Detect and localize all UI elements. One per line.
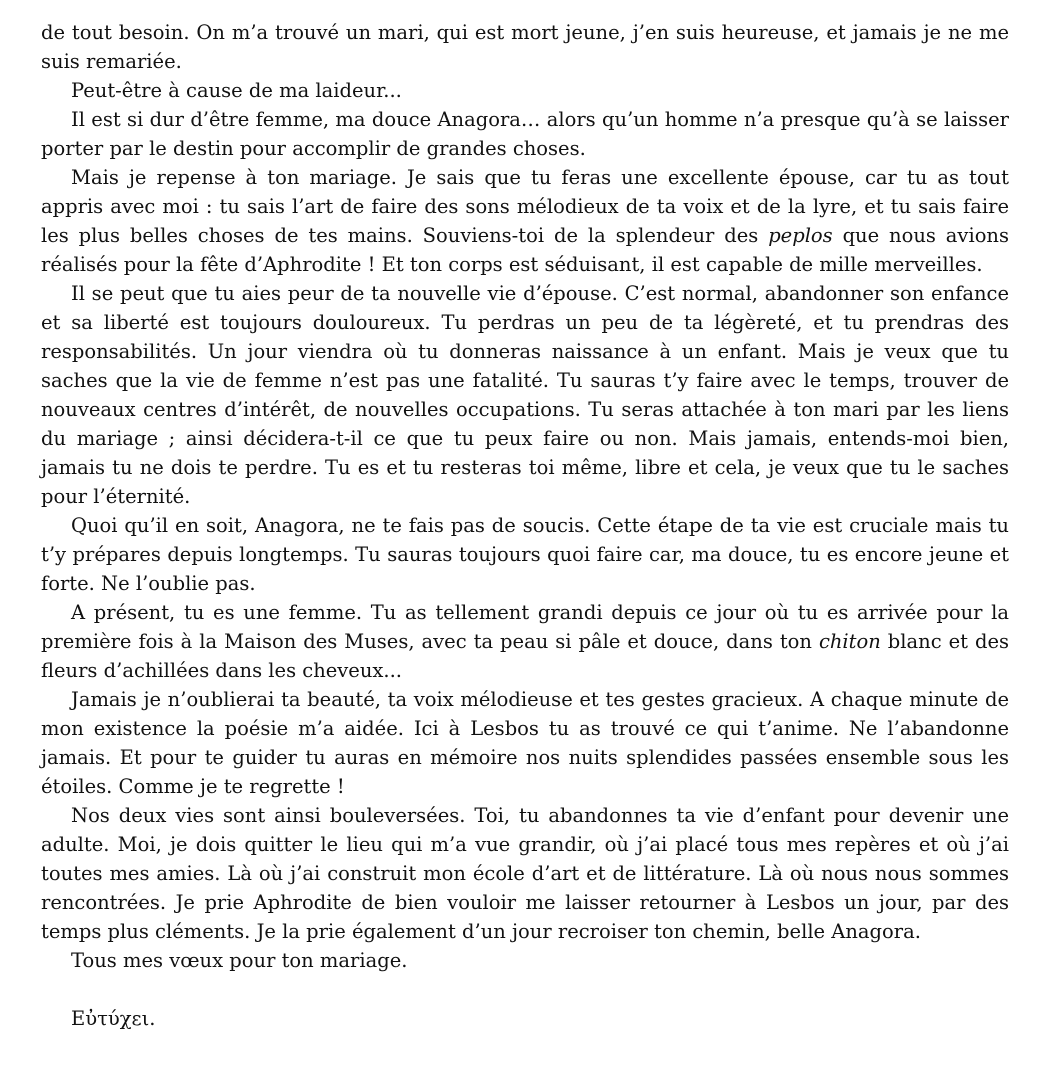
- text-run: blanc et des fleurs d’achillées dans les cheveux...: [41, 630, 1010, 682]
- paragraph: Il est si dur d’être femme, ma douce Anagora… alors qu’un homme n’a presque qu’à se laisser porter par le destin pour accomplir de grandes choses.: [41, 108, 1009, 160]
- italic-term: peplos: [768, 224, 833, 247]
- paragraph: Jamais je n’oublierai ta beauté, ta voix mélodieuse et tes gestes gracieux. A chaque minute de mon existence la poésie m’a aidée. Ici à Lesbos tu as trouvé ce qui t’anime. Ne l’abandonne jamais. Et pour te guider tu auras en mémoire nos nuits splendides passées ensemble sous les étoiles. Comme je te regrette !: [41, 688, 1009, 798]
- text-run: Mais je repense à ton mariage. Je sais que tu feras une excellente épouse, car tu as tout appris avec moi : tu sais l’art de faire des sons mélodieux de ta voix et de la lyre, et tu sais faire les plus belles choses de tes mains. Souviens-toi de la splendeur des: [41, 166, 1009, 247]
- text-run: A présent, tu es une femme. Tu as tellement grandi depuis ce jour où tu es arrivée pour la première fois à la Maison des Muses, avec ta peau si pâle et douce, dans ton: [41, 601, 1009, 653]
- paragraph: [41, 598, 1009, 685]
- paragraph: Nos deux vies sont ainsi bouleversées. Toi, tu abandonnes ta vie d’enfant pour devenir une adulte. Moi, je dois quitter le lieu qui m’a vue grandir, où j’ai placé tous mes repères et où j’ai toutes mes amies. Là où j’ai construit mon école d’art et de littérature. Là où nous nous sommes rencontrées. Je prie Aphrodite de bien vouloir me laisser retourner à Lesbos un jour, par des temps plus cléments. Je la prie également d’un jour recroiser ton chemin, belle Anagora.: [41, 804, 1009, 943]
- paragraph: Il se peut que tu aies peur de ta nouvelle vie d’épouse. C’est normal, abandonner son enfance et sa liberté est toujours douloureux. Tu perdras un peu de ta légèreté, et tu prendras des responsabilités. Un jour viendra où tu donneras naissance à un enfant. Mais je veux que tu saches que la vie de femme n’est pas une fatalité. Tu sauras t’y faire avec le temps, trouver de nouveaux centres d’intérêt, de nouvelles occupations. Tu seras attachée à ton mari par les liens du mariage ; ainsi décidera-t-il ce que tu peux faire ou non. Mais jamais, entends-moi bien, jamais tu ne dois te perdre. Tu es et tu resteras toi même, libre et cela, je veux que tu le saches pour l’éternité.: [41, 282, 1009, 508]
- paragraph: Quoi qu’il en soit, Anagora, ne te fais pas de soucis. Cette étape de ta vie est cruciale mais tu t’y prépares depuis longtemps. Tu sauras toujours quoi faire car, ma douce, tu es encore jeune et forte. Ne l’oublie pas.: [41, 514, 1009, 595]
- closing-greeting: Εὐτύχει.: [71, 1007, 156, 1030]
- paragraph: Peut-être à cause de ma laideur...: [71, 79, 402, 102]
- italic-term: chiton: [818, 630, 881, 653]
- paragraph: [41, 163, 1009, 279]
- text-run: que nous avions réalisés pour la fête d’Aphrodite ! Et ton corps est séduisant, il est capable de mille merveilles.: [41, 224, 1009, 276]
- letter-body: [41, 18, 1009, 1033]
- paragraph: Tous mes vœux pour ton mariage.: [71, 949, 408, 972]
- paragraph-continued: de tout besoin. On m’a trouvé un mari, qui est mort jeune, j’en suis heureuse, et jamais je ne me suis remariée.: [41, 21, 1009, 73]
